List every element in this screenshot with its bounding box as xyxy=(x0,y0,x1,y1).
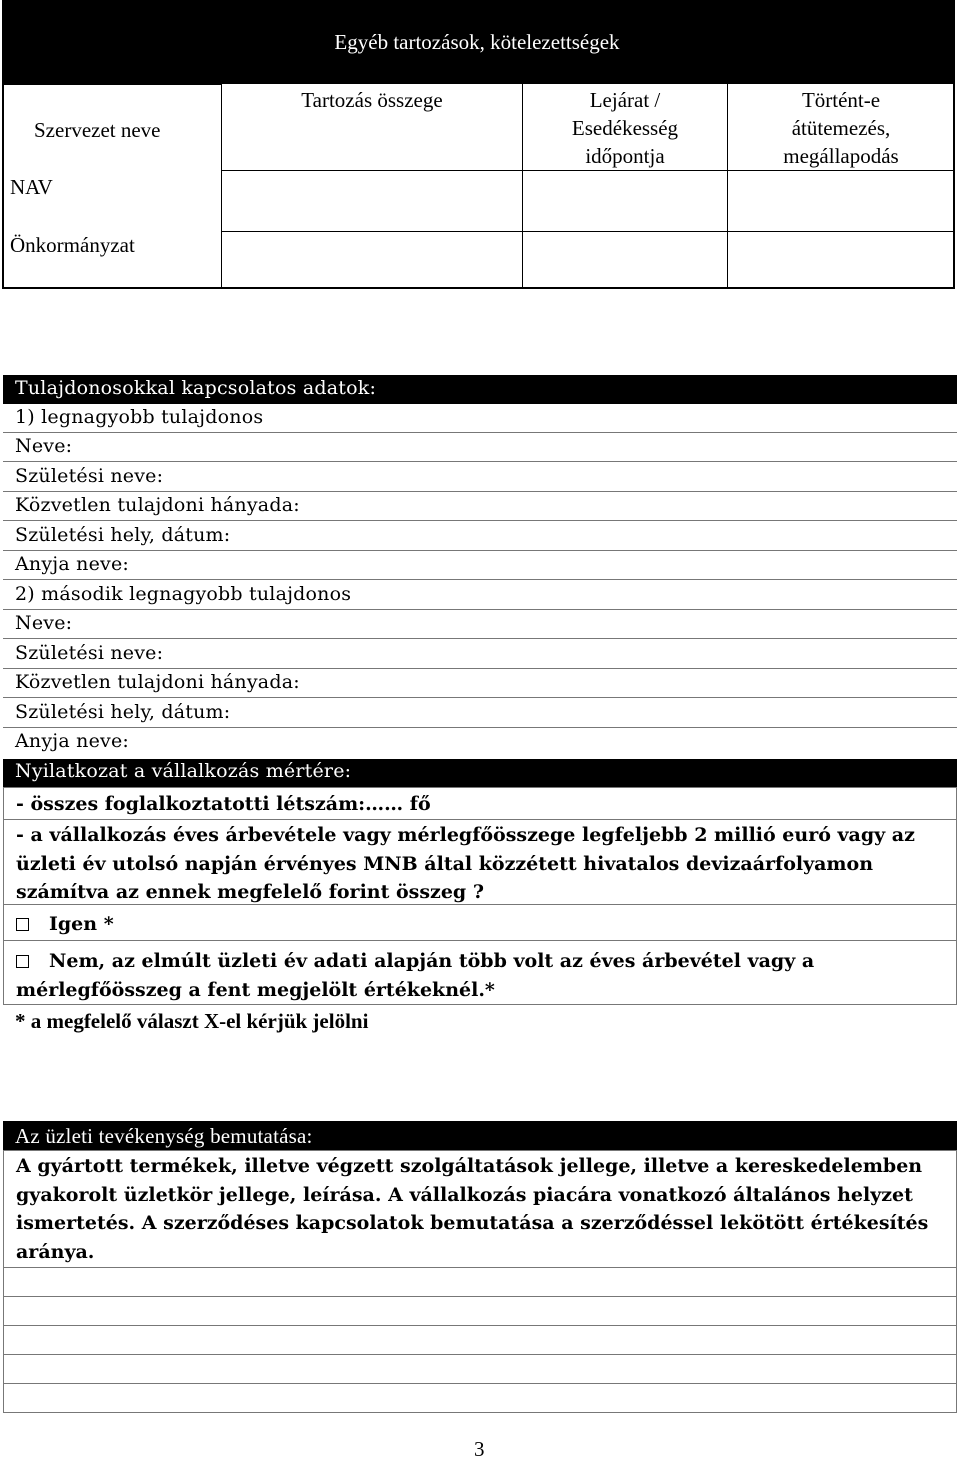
option-no-line2: mérlegfőösszeg a fent megjelölt értékeknél.* xyxy=(16,978,495,1001)
row-nav: NAV xyxy=(10,175,53,199)
owner-row xyxy=(3,581,957,610)
header-due-line2: Esedékesség xyxy=(571,116,679,140)
checkbox-no[interactable] xyxy=(16,955,29,968)
owner-line: Közvetlen tulajdoni hányada: xyxy=(15,671,300,693)
owner-line: Anyja neve: xyxy=(15,730,130,752)
business-header: Az üzleti tevékenység bemutatása: xyxy=(15,1124,313,1148)
owner-row xyxy=(3,463,957,492)
declaration-header-bar xyxy=(3,759,957,787)
option-yes xyxy=(16,910,114,939)
owner-row xyxy=(3,610,957,639)
answer-line[interactable] xyxy=(3,1354,957,1384)
header-rescheduling xyxy=(728,86,954,170)
description-line2: gyakorolt üzletkör jellege, leírása. A vállalkozás piacára vonatkozó általános helyzet xyxy=(16,1183,913,1206)
option-no-line1: Nem, az elmúlt üzleti év adati alapján több volt az éves árbevétel vagy a xyxy=(49,950,815,972)
page-number: 3 xyxy=(474,1437,485,1461)
owner-line: Neve: xyxy=(15,612,73,634)
owner-line: Születési neve: xyxy=(15,642,164,664)
employees-row xyxy=(3,787,957,820)
owner-line: Születési hely, dátum: xyxy=(15,701,231,723)
owner-row xyxy=(3,728,957,757)
owner-line: Anyja neve: xyxy=(15,553,130,575)
business-header-bar xyxy=(3,1121,957,1150)
description-line4: aránya. xyxy=(16,1240,95,1263)
owners-header-bar xyxy=(3,375,957,404)
owner-row xyxy=(3,404,957,433)
header-due-line3: időpontja xyxy=(585,144,665,168)
owner-row xyxy=(3,669,957,698)
header-resched-line3: megállapodás xyxy=(783,144,899,168)
employees-count: - összes foglalkoztatotti létszám:…… fő xyxy=(16,793,431,815)
declaration-header: Nyilatkozat a vállalkozás mértére: xyxy=(15,760,352,782)
owner-line: Neve: xyxy=(15,435,73,457)
owner-row xyxy=(3,640,957,669)
question-line3: számítva az ennek megfelelő forint összeg ? xyxy=(16,881,484,903)
owner-row xyxy=(3,551,957,580)
owner-line: Születési neve: xyxy=(15,465,164,487)
description-line3: ismertetés. A szerződéses kapcsolatok bemutatása a szerződéssel lekötött értékesítés xyxy=(16,1212,929,1234)
debts-table-title: Egyéb tartozások, kötelezettségek xyxy=(334,30,620,54)
answer-line[interactable] xyxy=(3,1296,957,1326)
row-municipality: Önkormányzat xyxy=(10,233,135,257)
answer-line[interactable] xyxy=(3,1325,957,1355)
question-line2: üzleti év utolsó napján érvényes MNB által közzétett hivatalos devizaárfolyamon xyxy=(16,852,874,875)
business-description-box xyxy=(3,1150,957,1268)
header-due-line1: Lejárat / xyxy=(589,88,661,112)
header-resched-line1: Történt-e xyxy=(801,88,881,112)
owner-line: Közvetlen tulajdoni hányada: xyxy=(15,494,300,516)
description-line1: A gyártott termékek, illetve végzett szolgáltatások jellege, illetve a kereskedelemben xyxy=(16,1155,923,1177)
debts-table xyxy=(2,0,955,289)
checkbox-yes[interactable] xyxy=(16,918,29,931)
owner-line: 2) második legnagyobb tulajdonos xyxy=(15,583,352,605)
owner-row xyxy=(3,433,957,462)
size-question xyxy=(16,821,915,907)
option-no-row xyxy=(3,940,957,1005)
owner-line: Születési hely, dátum: xyxy=(15,524,231,546)
owner-row xyxy=(3,699,957,728)
owner-row xyxy=(3,522,957,551)
footnote: * a megfelelő választ X-el kérjük jelölni xyxy=(15,1009,369,1033)
owners-header: Tulajdonosokkal kapcsolatos adatok: xyxy=(15,377,377,399)
owner-row xyxy=(3,492,957,521)
option-yes-row xyxy=(3,904,957,941)
option-no xyxy=(16,947,814,1004)
owner-line: 1) legnagyobb tulajdonos xyxy=(15,406,264,428)
answer-line[interactable] xyxy=(3,1267,957,1297)
header-resched-line2: átütemezés, xyxy=(791,116,891,140)
answer-line[interactable] xyxy=(3,1383,957,1413)
header-due-date xyxy=(523,86,727,170)
business-description xyxy=(16,1152,928,1266)
question-line1: - a vállalkozás éves árbevétele vagy mérlegfőösszege legfeljebb 2 millió euró vagy az xyxy=(16,824,915,846)
option-yes-label: Igen * xyxy=(49,913,114,935)
size-question-box xyxy=(3,819,957,905)
header-org-name: Szervezet neve xyxy=(34,118,161,142)
header-amount: Tartozás összege xyxy=(301,88,443,112)
